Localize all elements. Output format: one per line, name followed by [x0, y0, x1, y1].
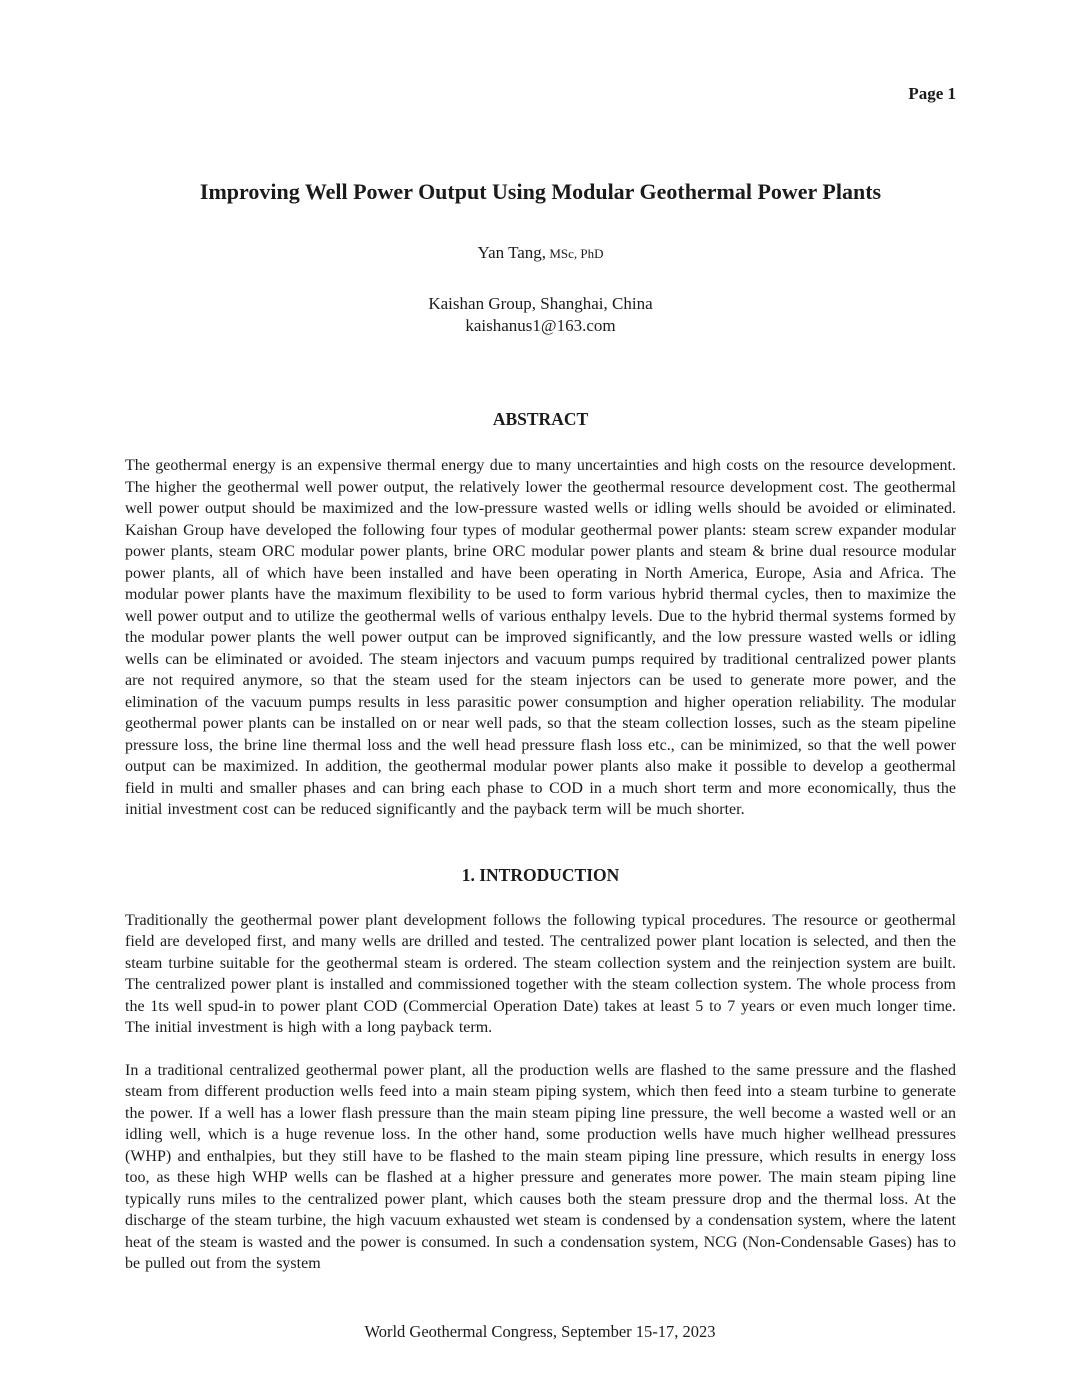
footer-conference-note: World Geothermal Congress, September 15-17, 2023: [364, 1322, 716, 1341]
author-name: Yan Tang,: [477, 243, 547, 262]
author-byline: [125, 242, 956, 264]
introduction-heading: 1. INTRODUCTION: [461, 864, 620, 885]
author-affiliation: Kaishan Group, Shanghai, China: [428, 294, 653, 313]
page-number: Page 1: [908, 84, 956, 103]
affiliation-block: [125, 293, 956, 337]
paper-title: Improving Well Power Output Using Modular Geothermal Power Plants: [199, 179, 882, 204]
introduction-paragraph-2: In a traditional centralized geothermal power plant, all the production wells are flashed to the same pressure and the flashed steam from different production wells feed into a main steam piping system, which then feed into a steam turbine to generate the power. If a well has a lower flash pressure than the main steam piping line pressure, the well become a wasted well or an idling well, which is a huge revenue loss. In the other hand, some production wells have much higher wellhead pressures (WHP) and enthalpies, but they still have to be flashed to the main steam piping line pressure, which results in energy loss too, as these high WHP wells can be flashed at a higher pressure and generates more power. The main steam piping line typically runs miles to the centralized power plant, which causes both the steam pressure drop and the thermal loss. At the discharge of the steam turbine, the high vacuum exhausted wet steam is condensed by a condensation system, where the latent heat of the steam is wasted and the power is consumed. In such a condensation system, NCG (Non-Condensable Gases) has to be pulled out from the system: [125, 1061, 956, 1272]
author-email: kaishanus1@163.com: [465, 316, 616, 335]
author-credentials: MSc, PhD: [546, 246, 604, 261]
introduction-paragraph-1: Traditionally the geothermal power plant development follows the following typical procedures. The resource or geothermal field are developed first, and many wells are drilled and tested. The centralized power plant location is selected, and then the steam turbine suitable for the geothermal steam is ordered. The steam collection system and the reinjection system are built. The centralized power plant is installed and commissioned together with the steam collection system. The whole process from the 1ts well spud-in to power plant COD (Commercial Operation Date) takes at least 5 to 7 years or even much longer time. The initial investment is high with a long payback term.: [125, 911, 956, 1036]
abstract-heading: ABSTRACT: [492, 409, 589, 429]
abstract-body: The geothermal energy is an expensive thermal energy due to many uncertainties and high costs on the resource development. The higher the geothermal well power output, the relatively lower the geothermal resource development cost. The geothermal well power output should be maximized and the low-pressure wasted wells or idling wells should be avoided or eliminated. Kaishan Group have developed the following four types of modular geothermal power plants: steam screw expander modular power plants, steam ORC modular power plants, brine ORC modular power plants and steam & brine dual resource modular power plants, all of which have been installed and have been operating in North America, Europe, Asia and Africa. The modular power plants have the maximum flexibility to be used to form various hybrid thermal cycles, then to maximize the well power output and to utilize the geothermal wells of various enthalpy levels. Due to the hybrid thermal systems formed by the modular power plants the well power output can be improved significantly, and the low pressure wasted wells or idling wells can be eliminated or avoided. The steam injectors and vacuum pumps required by traditional centralized power plants are not required anymore, so that the steam used for the steam injectors can be used to generate more power, and the elimination of the vacuum pumps results in less parasitic power consumption and higher operation reliability. The modular geothermal power plants can be installed on or near well pads, so that the steam collection losses, such as the steam pipeline pressure loss, the brine line thermal loss and the well head pressure flash loss etc., can be minimized, so that the well power output can be maximized. In addition, the geothermal modular power plants also make it possible to develop a geothermal field in multi and smaller phases and can bring each phase to COD in a much short term and more economically, thus the initial investment cost can be reduced significantly and the payback term will be much shorter.: [125, 457, 956, 818]
